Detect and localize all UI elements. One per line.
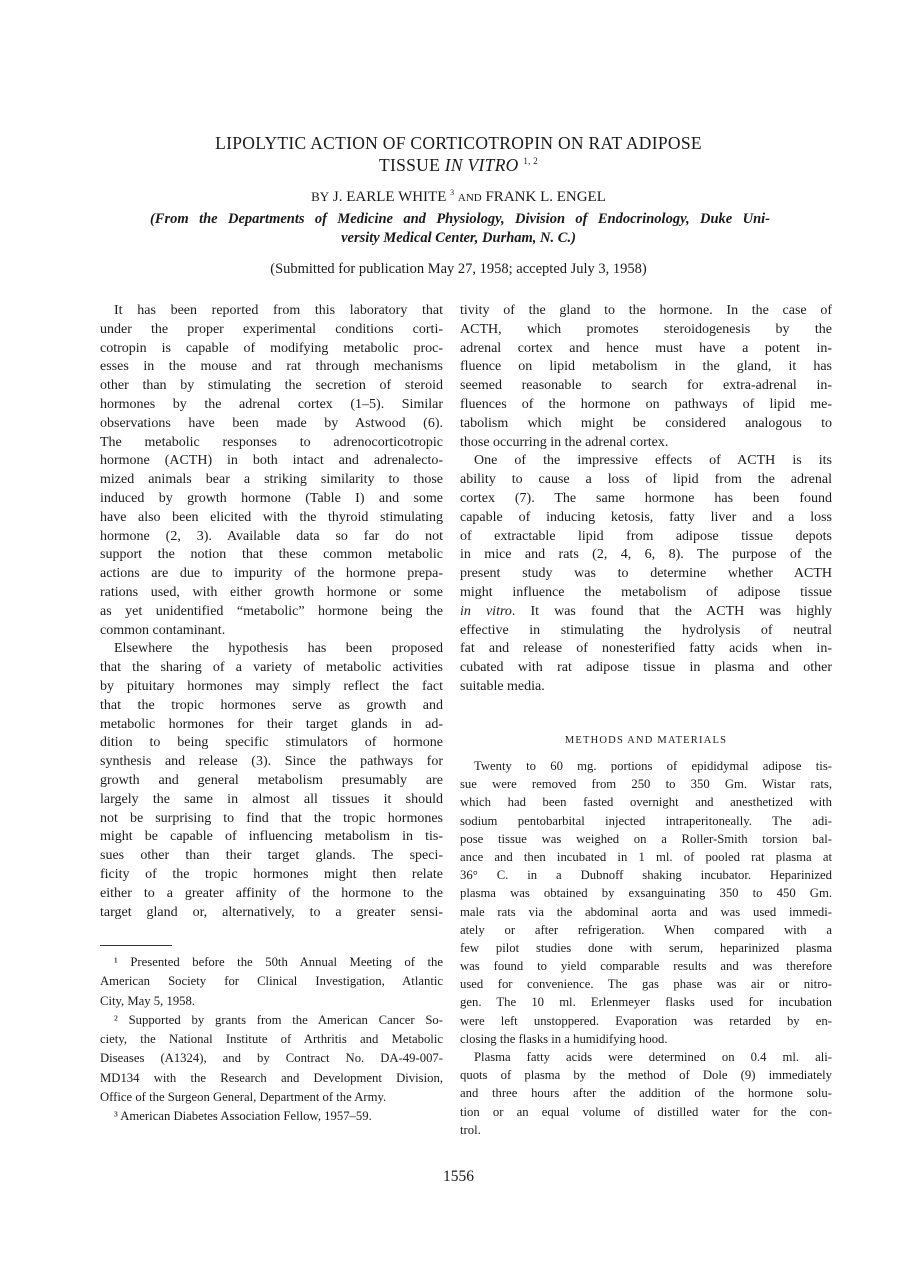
text-line: plasma was obtained by exsanguinating 350 to 450 Gm. (460, 886, 832, 901)
text-line: fluences of the hormone on pathways of lipid me- (460, 396, 832, 412)
text-line: Plasma fatty acids were determined on 0.4 ml. ali- (474, 1050, 832, 1064)
text-line: metabolic hormones for their target glands in ad- (100, 716, 443, 732)
title-footnote-ref: 1, 2 (523, 156, 539, 167)
text-line: of extractable lipid from adipose tissue depots (460, 528, 832, 544)
text-line: few pilot studies done with serum, heparinized plasma (460, 940, 832, 955)
author-1: J. EARLE WHITE (332, 189, 447, 205)
text-line: as yet unidentified “metabolic” hormone being the (100, 603, 443, 619)
right-column (460, 302, 832, 697)
submission-dates: (Submitted for publication May 27, 1958; accepted July 3, 1958) (270, 261, 647, 277)
text-line: growth and general metabolism presumably are (100, 772, 443, 788)
text-line: dition to being specific stimulators of hormone (100, 735, 443, 751)
affiliation-line-2: versity Medical Center, Durham, N. C.) (341, 230, 576, 246)
text-line: ance and then incubated in 1 ml. of pooled rat plasma at (460, 849, 832, 864)
text-line: Elsewhere the hypothesis has been proposed (114, 641, 443, 657)
title-prefix: TISSUE (378, 155, 445, 175)
by-label: BY (311, 189, 330, 204)
text-line: was found to yield comparable results and was therefore (460, 959, 832, 974)
text-line: It has been reported from this laboratory that (114, 303, 443, 318)
text-line: seemed reasonable to search for extra-adrenal in- (460, 378, 832, 394)
text-line: observations have been made by Astwood (6). (100, 415, 443, 431)
text-line: The metabolic responses to adrenocorticotropic (100, 434, 443, 450)
text-line: One of the impressive effects of ACTH is its (474, 453, 832, 469)
text-line: 36° C. in a Dubnoff shaking incubator. Heparinized (460, 868, 832, 883)
left-column (100, 302, 443, 922)
author-2: FRANK L. ENGEL (485, 189, 606, 205)
section-heading-methods: METHODS AND MATERIALS (564, 735, 728, 746)
text-line: target gland or, alternatively, to a greater sensi- (100, 904, 443, 920)
text-line: those occurring in the adrenal cortex. (460, 434, 669, 450)
text-line: City, May 5, 1958. (100, 993, 196, 1008)
text-line: not be surprising to find that the tropic hormones (100, 810, 443, 826)
text-line: ficity of the tropic hormones might then relate (100, 866, 443, 882)
text-line: rations used, with either growth hormone or some (100, 584, 443, 600)
text-line: capable of inducing ketosis, fatty liver and a loss (460, 509, 832, 525)
text-line: other than by stimulating the secretion of steroid (100, 378, 443, 394)
text-line: largely the same in almost all tissues it should (100, 791, 443, 807)
text-line: support the notion that these common metabolic (100, 547, 443, 563)
text-line: might influence the metabolism of adipose tissue (460, 584, 832, 600)
text-line: actions are due to impurity of the hormone prepa- (100, 566, 443, 582)
text-line: Office of the Surgeon General, Department of the Army. (100, 1090, 387, 1105)
text-line: tion or an equal volume of distilled water for the con- (460, 1104, 832, 1119)
text-line: mized animals bear a striking similarity to those (100, 472, 443, 488)
text-line: that the sharing of a variety of metabolic activities (100, 660, 443, 676)
footnote-divider (100, 945, 172, 946)
text-line: cotropin is capable of modifying metabolic proc- (100, 340, 443, 356)
and-label: AND (457, 192, 482, 204)
methods-text (460, 757, 832, 1139)
text-line: esses in the mouse and rat through mechanisms (100, 359, 443, 375)
author-1-footnote-ref: 3 (450, 188, 455, 197)
text-line: by pituitary hormones may simply reflect the fact (100, 678, 443, 694)
text-line: under the proper experimental conditions corti- (100, 321, 443, 337)
text-line: effective in stimulating the hydrolysis of neutral (460, 622, 832, 638)
text-line: sodium pentobarbital injected intraperitoneally. The adi- (460, 813, 832, 828)
text-line: ³ American Diabetes Association Fellow, 1957–59. (114, 1109, 372, 1124)
text-line: trol. (460, 1122, 481, 1137)
text-line: male rats via the abdominal aorta and was used immedi- (460, 904, 832, 919)
text-line: might be capable of influencing metabolism in tis- (100, 829, 443, 845)
text-line: closing the flasks in a humidifying hood. (460, 1031, 668, 1046)
authors (0, 188, 917, 206)
text-line: and three hours after the addition of the hormone solu- (460, 1086, 832, 1101)
text-line: hormone (2, 3). Available data so far do not (100, 528, 443, 544)
text-line: in mice and rats (2, 4, 6, 8). The purpose of the (460, 547, 832, 563)
title-line-2 (0, 155, 917, 175)
text-line: MD134 with the Research and Development Division, (100, 1070, 443, 1085)
text-line: induced by growth hormone (Table I) and some (100, 490, 443, 506)
text-line: were left unstoppered. Evaporation was retarded by en- (460, 1013, 832, 1028)
text-line: fat and release of nonesterified fatty acids when in- (460, 641, 832, 657)
text-line: quots of plasma by the method of Dole (9) immediately (460, 1068, 832, 1083)
text-line: ately or after refrigeration. When compared with a (460, 922, 832, 937)
text-line: ciety, the National Institute of Arthritis and Metabolic (100, 1032, 443, 1047)
text-line: cortex (7). The same hormone has been found (460, 490, 832, 506)
text-line: Diseases (A1324), and by Contract No. DA-49-007- (100, 1051, 443, 1066)
text-line: ¹ Presented before the 50th Annual Meeting of the (114, 955, 443, 969)
title-line-1: LIPOLYTIC ACTION OF CORTICOTROPIN ON RAT ADIPOSE (215, 133, 702, 153)
text-line: have also been elicited with the thyroid stimulating (100, 509, 443, 525)
text-line: present study was to determine whether ACTH (460, 566, 832, 582)
text-line: sue were removed from 250 to 350 Gm. Wistar rats, (460, 777, 832, 792)
text-line: which had been fasted overnight and anesthetized with (460, 795, 832, 810)
text-line: hormone (ACTH) in both intact and adrenalecto- (100, 453, 443, 469)
text-line: in vitro. It was found that the ACTH was highly (460, 603, 832, 619)
text-line: Twenty to 60 mg. portions of epididymal adipose tis- (474, 759, 832, 773)
text-line: suitable media. (460, 678, 545, 694)
text-line: common contaminant. (100, 622, 226, 638)
text-line: hormones by the adrenal cortex (1–5). Similar (100, 396, 443, 412)
text-line: ability to cause a loss of lipid from the adrenal (460, 472, 832, 488)
text-line: pose tissue was weighed on a Roller-Smith torsion bal- (460, 831, 832, 846)
text-line: ² Supported by grants from the American Cancer So- (114, 1012, 443, 1027)
text-line: used for convenience. The gas phase was air or nitro- (460, 977, 832, 992)
text-line: tivity of the gland to the hormone. In the case of (460, 303, 832, 318)
text-line: American Society for Clinical Investigation, Atlantic (100, 974, 443, 989)
title-italic: IN VITRO (444, 155, 519, 175)
text-line: sues other than their target glands. The speci- (100, 848, 443, 864)
text-line: gen. The 10 ml. Erlenmeyer flasks used for incubation (460, 995, 832, 1010)
text-line: adrenal cortex and hence must have a potent in- (460, 340, 832, 356)
footnotes (100, 953, 443, 1127)
text-line: tabolism which might be considered analogous to (460, 415, 832, 431)
text-line: synthesis and release (3). Since the pathways for (100, 754, 443, 770)
text-line: cubated with rat adipose tissue in plasma and other (460, 660, 832, 676)
text-line: ACTH, which promotes steroidogenesis by the (460, 321, 832, 337)
affiliation-line-1: (From the Departments of Medicine and Physiology, Division of Endocrinology, Duke Uni- (150, 211, 770, 227)
page-number: 1556 (443, 1168, 474, 1185)
text-line: either to a greater affinity of the hormone to the (100, 885, 443, 901)
text-line: that the tropic hormones serve as growth and (100, 697, 443, 713)
text-line: fluence on lipid metabolism in the gland, it has (460, 359, 832, 375)
